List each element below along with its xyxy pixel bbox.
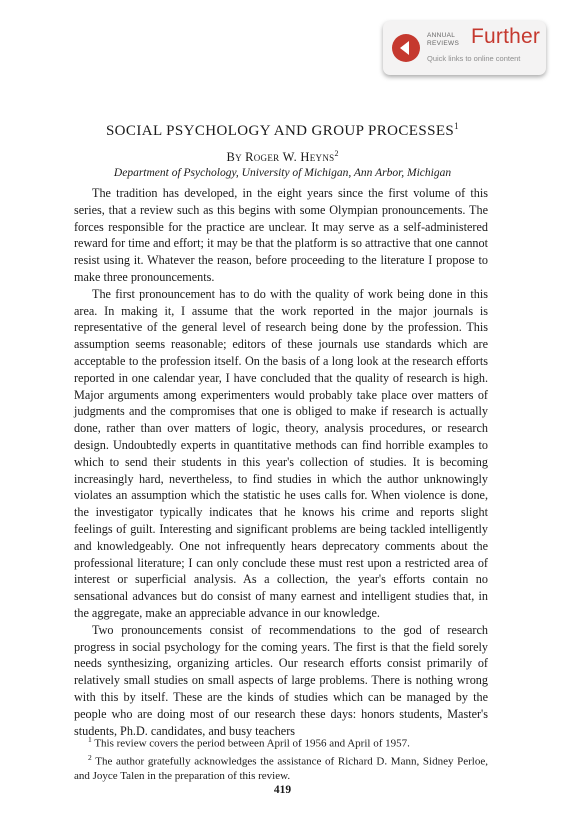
- footnotes: [74, 733, 488, 784]
- paragraph: Two pronouncements consist of recommendations to the god of research progress in social psychology for the coming years. The first is that the field sorely needs synthesizing, organizing articles. Our research efforts consist primarily of relatively small studies on small aspects of large problems. There is nothing wrong with this by itself. These are the kinds of studies which can be managed by the people who are doing most of our research these days: honors students, Master's students, Ph.D. candidates, and busy teachers: [74, 622, 488, 738]
- article-body: [74, 185, 488, 739]
- further-label: Further: [471, 25, 541, 48]
- footnote: $^2$ The author gratefully acknowledges the assistance of Richard D. Mann, Sidney Perloe, and Joyce Talen in the preparation of this review.: [74, 753, 488, 783]
- annual-reviews-label: ANNUAL REVIEWS: [427, 32, 460, 47]
- affiliation: Department of Psychology, University of Michigan, Ann Arbor, Michigan: [113, 167, 452, 179]
- page-number: 419: [273, 784, 292, 796]
- quick-links-label: Quick links to online content: [427, 54, 521, 63]
- footnote: $^1$ This review covers the period between April of 1956 and April of 1957.: [88, 735, 410, 750]
- title-footnote-mark: 1: [454, 121, 460, 131]
- author-name: Roger W. Heyns: [245, 150, 335, 165]
- byline-prefix: By: [226, 150, 242, 165]
- article-title: SOCIAL PSYCHOLOGY AND GROUP PROCESSES$^1$: [105, 121, 460, 139]
- author-footnote-mark: 2: [334, 149, 339, 158]
- further-badge[interactable]: [383, 21, 546, 75]
- paragraph: The tradition has developed, in the eight years since the first volume of this series, that a review such as this begins with some Olympian pronouncements. The forces responsible for the practice are unclear. It may serve as a self-administered reward for time and effort; it may be that the platform is so attractive that one cannot resist using it. Whatever the reason, before proceeding to the literature I propose to make three pronouncements.: [74, 186, 488, 284]
- arrow-icon: [392, 34, 420, 62]
- byline: [0, 149, 565, 165]
- paragraph: The first pronouncement has to do with the quality of work being done in this area. In making it, I assume that the work reported in the major journals is representative of the general level of research being done by the profession. This assumption seems reasonable; editors of these journals use standards which are acceptable to the profession itself. On the basis of a long look at the research efforts reported in one calendar year, I have concluded that the quality of research is high. Major arguments among experimenters would probably take place over matters of judgments and the compromises that one is obliged to make if research is actually done, rather than over matters of logic, theory, analysis procedures, or research design. Undoubtedly experts in quantitative methods can find horrible examples to which to send their students in this year's collection of studies. It is becoming increasingly hard, nevertheless, to find studies in which the author unknowingly violates an assumption which the statistic he uses calls for. When violence is done, the investigator typically indicates that he knows his crime and reports slight feelings of guilt. Interesting and significant problems are being tackled intelligently and knowledgeably. One not infrequently hears deprecatory comments about the professional literature; I can only conclude these must rest upon a restricted area of interest or superficial analysis. As a collection, the year's efforts contain no sensational advances but do consist of many earnest and intelligent studies that, in the aggregate, make an appreciable advance in our knowledge.: [74, 286, 488, 620]
